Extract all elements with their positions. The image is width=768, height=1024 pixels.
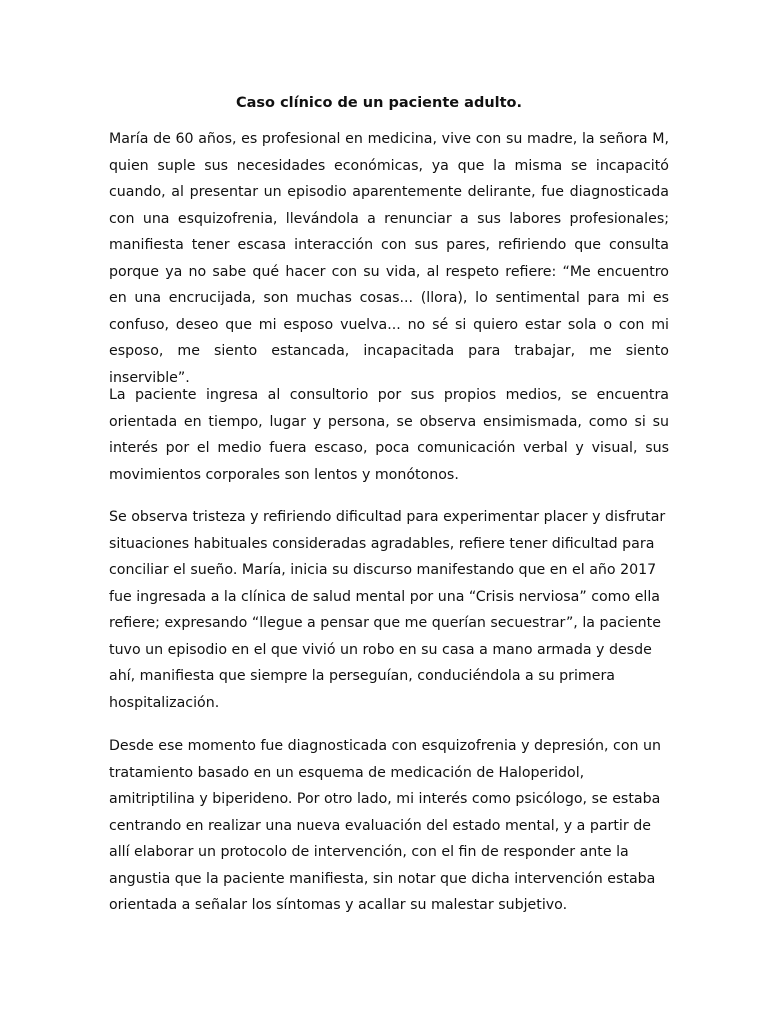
paragraph-consultation-observation: La paciente ingresa al consultorio por sus propios medios, se encuentra orientada en tiempo, lugar y persona, se observa ensimismada, como si su interés por el medio fuera escaso, poca comunicación verbal y visual, sus movimientos corporales son lentos y monótonos. — [109, 387, 669, 483]
document-title: Caso clínico de un paciente adulto. — [236, 95, 523, 111]
paragraph-diagnosis-treatment: Desde ese momento fue diagnosticada con esquizofrenia y depresión, con un tratamiento basado en un esquema de medicación de Haloperidol, amitriptilina y biperideno. Por otro lado, mi interés como psicólogo, se estaba centrando en realizar una nueva evaluación del estado mental, y a partir de allí elaborar un protocolo de intervención, con el fin de responder ante la angustia que la paciente manifiesta, sin notar que dicha intervención estaba orientada a señalar los síntomas y acallar su malestar subjetivo. — [109, 738, 662, 913]
paragraph-history: Se observa tristeza y refiriendo dificultad para experimentar placer y disfrutar situaciones habituales consideradas agradables, refiere tener dificultad para conciliar el sueño. María, inicia su discurso manifestando que en el año 2017 fue ingresada a la clínica de salud mental por una “Crisis nerviosa” como ella refiere; expresando “llegue a pensar que me querían secuestrar”, la paciente tuvo un episodio en el que vivió un robo en su casa a mano armada y desde ahí, manifiesta que siempre la perseguían, conduciéndola a su primera hospitalización. — [109, 509, 666, 711]
paragraph-case-description: María de 60 años, es profesional en medicina, vive con su madre, la señora M, quien suple sus necesidades económicas, ya que la misma se incapacitó cuando, al presentar un episodio aparentemente delirante, fue diagnosticada con una esquizofrenia, llevándola a renunciar a sus labores profesionales; manifiesta tener escasa interacción con sus pares, refiriendo que consulta porque ya no sabe qué hacer con su vida, al respeto refiere: “Me encuentro en una encrucijada, son muchas cosas... (llora), lo sentimental para mi es confuso, deseo que mi esposo vuelva... no sé si quiero estar sola o con mi esposo, me siento estancada, incapacitada para trabajar, me siento inservible”. — [109, 131, 669, 386]
